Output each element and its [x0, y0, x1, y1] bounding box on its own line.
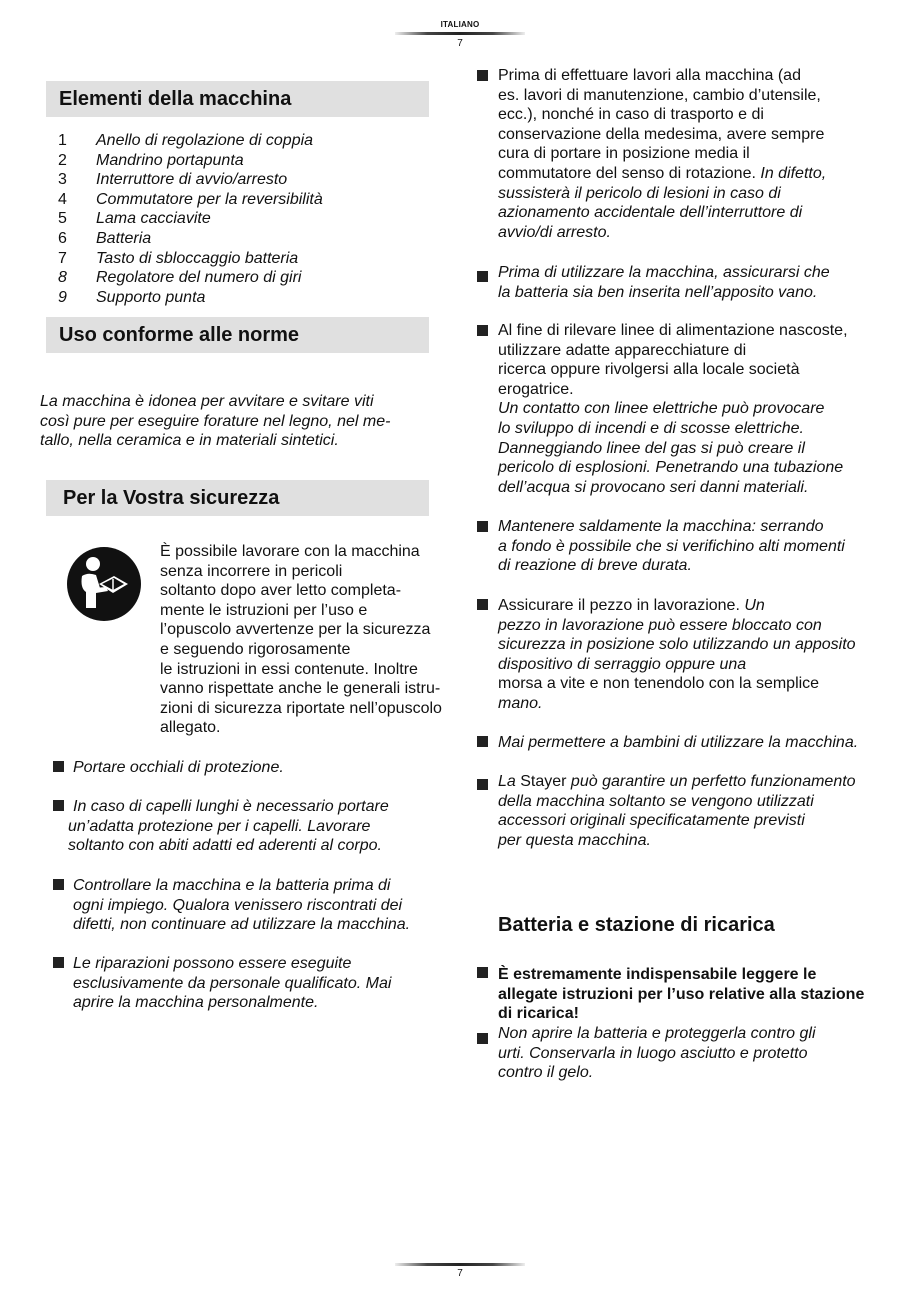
footer-rule: [395, 1263, 525, 1266]
text-line: [498, 772, 856, 792]
safety-bullet-text: [73, 876, 410, 935]
item-label: Regolatore del numero di giri: [96, 269, 302, 287]
text-line: l’opuscolo avvertenze per la sicurezza: [160, 621, 431, 639]
right-bullet-5: [498, 596, 856, 714]
text-line: sicurezza in posizione solo utilizzando un apposito: [498, 636, 856, 654]
text-line: a fondo è possibile che si verifichino alti momenti: [498, 537, 845, 555]
text-span: In difetto,: [755, 164, 827, 182]
text-line: senza incorrere in pericoli: [160, 562, 343, 580]
header-rule: [395, 32, 525, 35]
item-number: 1: [58, 132, 67, 149]
list-item: [58, 151, 428, 171]
right-bullet-2: [498, 263, 830, 302]
item-number: 2: [58, 151, 67, 169]
text-span: Un: [739, 597, 765, 614]
text-line: ricerca oppure rivolgersi alla locale società: [498, 361, 800, 379]
item-label: Interruttore di avvio/arresto: [96, 171, 288, 189]
text-line: [498, 596, 856, 616]
right-bullet-4: [498, 517, 845, 576]
square-bullet-icon: [53, 957, 64, 968]
square-bullet-icon: [53, 800, 64, 811]
header-page-number: 7: [457, 38, 463, 49]
sicurezza-intro: [160, 542, 442, 738]
square-bullet-icon: [53, 879, 64, 890]
square-bullet-icon: [477, 271, 488, 282]
text-line: erogatrice.: [498, 380, 574, 398]
text-line: È estremamente indispensabile leggere le: [498, 966, 817, 983]
text-line: morsa a vite e non tenendolo con la semplice: [498, 675, 820, 693]
safety-bullet-text: [73, 758, 284, 778]
footer-page-number: 7: [457, 1268, 463, 1279]
item-number: 9: [58, 288, 67, 306]
list-item: [58, 249, 428, 269]
square-bullet-icon: [477, 599, 488, 610]
item-number: 4: [58, 190, 67, 208]
item-label: Mandrino portapunta: [96, 151, 244, 169]
item-number: 3: [58, 171, 67, 189]
text-line: Non aprire la batteria e proteggerla contro gli: [498, 1025, 816, 1042]
square-bullet-icon: [477, 736, 488, 747]
text-line: cura di portare in posizione media il: [498, 145, 750, 163]
text-line: È possibile lavorare con la macchina: [160, 543, 420, 560]
item-label: Anello di regolazione di coppia: [96, 132, 314, 149]
batteria-bold-note: [498, 965, 864, 1024]
text-line: ogni impiego. Qualora venissero riscontrati dei: [73, 896, 403, 914]
safety-bullet-text: [73, 954, 391, 1013]
square-bullet-icon: [477, 70, 488, 81]
square-bullet-icon: [477, 325, 488, 336]
text-line: conservazione della medesima, avere sempre: [498, 125, 825, 143]
text-span: Stayer: [515, 773, 567, 790]
text-line: tallo, nella ceramica e in materiali sintetici.: [40, 432, 339, 450]
text-line: dell’acqua si provocano seri danni materiali.: [498, 478, 809, 496]
text-line: e seguendo rigorosamente: [160, 640, 351, 658]
right-bullet-1: [498, 66, 826, 242]
text-line: mente le istruzioni per l’uso e: [160, 601, 368, 619]
item-label: Lama cacciavite: [96, 210, 211, 228]
text-line: Prima di utilizzare la macchina, assicurarsi che: [498, 264, 830, 281]
text-line: Al fine di rilevare linee di alimentazione nascoste,: [498, 322, 848, 339]
text-line: accessori originali specificatamente previsti: [498, 812, 805, 830]
item-number: 7: [58, 249, 67, 267]
list-item: [58, 131, 428, 151]
text-line: di reazione di breve durata.: [498, 557, 692, 575]
text-line: urti. Conservarla in luogo asciutto e protetto: [498, 1044, 808, 1062]
text-line: In caso di capelli lunghi è necessario portare: [73, 798, 389, 815]
text-line: zioni di sicurezza riportate nell’opuscolo: [160, 699, 442, 717]
square-bullet-icon: [477, 779, 488, 790]
text-line: le istruzioni in essi contenute. Inoltre: [160, 660, 418, 678]
text-line: allegate istruzioni per l’uso relative alla stazione: [498, 985, 865, 1003]
item-label: Supporto punta: [96, 288, 206, 306]
text-span: può garantire un perfetto funzionamento: [566, 773, 856, 790]
text-line: Controllare la macchina e la batteria prima di: [73, 877, 391, 894]
section-heading-batteria: Batteria e stazione di ricarica: [498, 914, 775, 936]
section-heading-elementi: Elementi della macchina: [46, 81, 429, 117]
text-line: ecc.), nonché in caso di trasporto e di: [498, 106, 764, 124]
item-label: Batteria: [96, 229, 152, 247]
safety-bullet-text: [68, 797, 389, 856]
list-item: [58, 190, 428, 210]
item-number: 8: [58, 269, 67, 287]
text-line: pericolo di esplosioni. Penetrando una tubazione: [498, 459, 844, 477]
right-bullet-3: [498, 321, 848, 497]
right-bullet-7: [498, 772, 856, 850]
text-span: La: [498, 773, 516, 790]
right-bullet-6: [498, 733, 858, 753]
text-line: soltanto dopo aver letto completa-: [160, 582, 402, 600]
text-line: pezzo in lavorazione può essere bloccato con: [498, 616, 822, 634]
text-line: Prima di effettuare lavori alla macchina (ad: [498, 67, 801, 84]
text-line: La macchina è idonea per avvitare e svitare viti: [40, 393, 374, 410]
read-manual-icon: [66, 546, 142, 622]
square-bullet-icon: [477, 1033, 488, 1044]
text-line: Mantenere saldamente la macchina: serrando: [498, 518, 824, 535]
item-label: Tasto di sbloccaggio batteria: [96, 249, 299, 267]
text-line: lo sviluppo di incendi e di scosse elettriche.: [498, 419, 804, 437]
text-line: es. lavori di manutenzione, cambio d’utensile,: [498, 86, 821, 104]
list-item: [58, 288, 428, 308]
text-line: la batteria sia ben inserita nell’apposito vano.: [498, 283, 818, 301]
item-number: 5: [58, 210, 67, 228]
text-line: allegato.: [160, 719, 221, 737]
text-line: avvio/di arresto.: [498, 223, 611, 241]
text-line: azionamento accidentale dell’interruttore di: [498, 204, 803, 222]
text-line: Mai permettere a bambini di utilizzare la macchina.: [498, 734, 859, 751]
text-line: contro il gelo.: [498, 1064, 594, 1082]
section-heading-sicurezza: Per la Vostra sicurezza: [46, 480, 429, 516]
text-line: Danneggiando linee del gas si può creare il: [498, 439, 805, 457]
section-heading-uso: Uso conforme alle norme: [46, 317, 429, 353]
text-line: Portare occhiali di protezione.: [73, 759, 284, 776]
text-line: Le riparazioni possono essere eseguite: [73, 955, 352, 972]
list-item: [58, 170, 428, 190]
text-line: esclusivamente da personale qualificato. Mai: [73, 974, 392, 992]
text-line: di ricarica!: [498, 1005, 579, 1023]
uso-paragraph: [40, 392, 390, 451]
square-bullet-icon: [477, 967, 488, 978]
list-item: [58, 209, 428, 229]
item-label: Commutatore per la reversibilità: [96, 190, 323, 208]
text-line: dispositivo di serraggio oppure una: [498, 655, 747, 673]
text-line: mano.: [498, 694, 543, 712]
batteria-note: [498, 1024, 816, 1083]
square-bullet-icon: [477, 521, 488, 532]
text-line: Un contatto con linee elettriche può provocare: [498, 400, 825, 418]
header-language: ITALIANO: [440, 20, 480, 29]
text-span: Assicurare il pezzo in lavorazione.: [498, 597, 740, 614]
item-number: 6: [58, 229, 67, 247]
text-line: utilizzare adatte apparecchiature di: [498, 341, 747, 359]
text-line: difetti, non continuare ad utilizzare la macchina.: [73, 916, 411, 934]
list-item: [58, 268, 428, 288]
list-item: [58, 229, 428, 249]
square-bullet-icon: [53, 761, 64, 772]
text-line: aprire la macchina personalmente.: [73, 994, 319, 1012]
text-line: soltanto con abiti adatti ed aderenti al corpo.: [68, 837, 382, 855]
text-line: per questa macchina.: [498, 831, 651, 849]
parts-list: [58, 131, 428, 307]
text-line: sussisterà il pericolo di lesioni in caso di: [498, 184, 781, 202]
text-line: della macchina soltanto se vengono utilizzati: [498, 792, 814, 810]
text-line: vanno rispettate anche le generali istru-: [160, 680, 441, 698]
text-line: [498, 164, 826, 184]
text-line: un’adatta protezione per i capelli. Lavorare: [68, 817, 371, 835]
text-span: commutatore del senso di rotazione.: [498, 164, 756, 182]
text-line: così pure per eseguire forature nel legno, nel me-: [40, 412, 391, 430]
